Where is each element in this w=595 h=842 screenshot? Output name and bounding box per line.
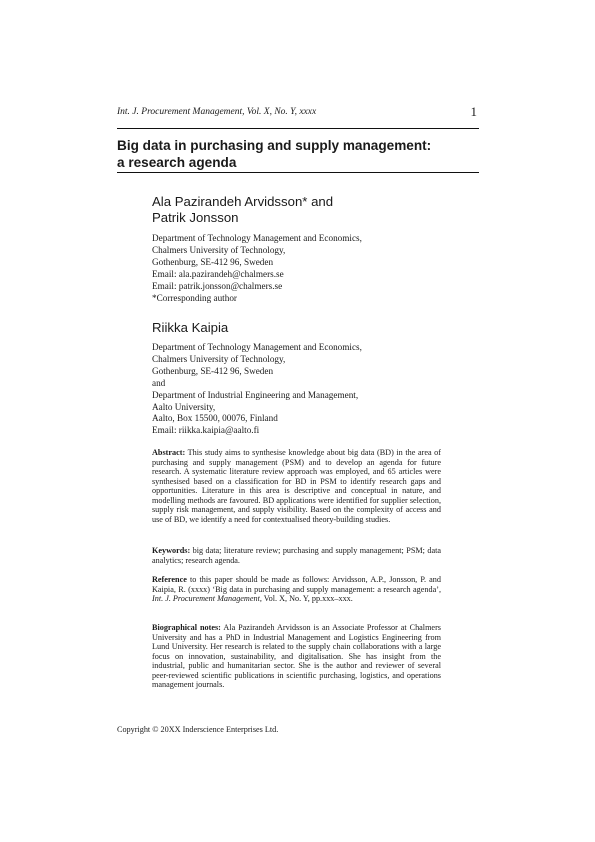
abstract-text: This study aims to synthesise knowledge about big data (BD) in the area of purchasing and supply management (PSM) and to develop an agenda for future research. A systematic literature review approach was employed, and 65 articles were synthesised based on a classification for BD in PSM to identify research gaps and opportunities. Literature in this area is descriptive and conceptual in nature, and modelling methods are favoured. BD applications were identified for supplier selection, supply risk management, and supply visibility. Based on the complexity of access and use of BD, we identify a need for contextualised theory-building studies.	[152, 448, 441, 524]
author-names-2	[152, 320, 452, 336]
email-link[interactable]: Email: patrik.jonsson@chalmers.se	[152, 280, 283, 291]
bio-label: Biographical notes:	[152, 623, 221, 632]
top-rule	[117, 128, 479, 129]
reference-journal: Int. J. Procurement Management	[152, 594, 260, 603]
reference-volume: , Vol. X, No. Y, pp.xxx–xxx.	[259, 594, 353, 603]
title-line: Big data in purchasing and supply management:	[117, 138, 432, 153]
author-name-line: Ala Pazirandeh Arvidsson* and	[152, 194, 334, 209]
abstract	[152, 448, 441, 524]
affiliation-line: Department of Industrial Engineering and Management,	[152, 389, 359, 400]
affiliation-1	[152, 233, 452, 304]
affiliation-line: Gothenburg, SE-412 96, Sweden	[152, 365, 274, 376]
reference-note	[152, 575, 441, 604]
keywords-text: big data; literature review; purchasing and supply management; PSM; data analytics; research agenda.	[152, 546, 441, 565]
journal-citation: Int. J. Procurement Management, Vol. X, No. Y, xxxx	[117, 107, 317, 117]
abstract-label: Abstract:	[152, 448, 186, 457]
bio-text: Ala Pazirandeh Arvidsson is an Associate Professor at Chalmers University and has a PhD in Industrial Management and Logistics Engineering from Lund University. Her research is related to the supply chain collaborations with a large focus on innovation, sustainability, and digitalisation. She has insight from the industrial, public and humanitarian sector. She is the author and reviewer of several peer-reviewed scientific publications in scientific purchasing, logistics, and operations management journals.	[152, 623, 441, 689]
author-name-line: Riikka Kaipia	[152, 320, 229, 335]
affiliation-line: Aalto University,	[152, 401, 216, 412]
author-name-line: Patrik Jonsson	[152, 210, 239, 225]
title-line: a research agenda	[117, 155, 237, 170]
keywords-label: Keywords:	[152, 546, 191, 555]
affiliation-line: Chalmers University of Technology,	[152, 353, 286, 364]
paper-title	[117, 137, 479, 171]
affiliation-line: Gothenburg, SE-412 96, Sweden	[152, 256, 274, 267]
reference-label: Reference	[152, 575, 187, 584]
affiliation-line: Aalto, Box 15500, 00076, Finland	[152, 413, 278, 424]
title-rule	[117, 172, 479, 173]
affiliation-line: Department of Technology Management and Economics,	[152, 342, 362, 352]
keywords	[152, 546, 441, 565]
email-link[interactable]: Email: ala.pazirandeh@chalmers.se	[152, 268, 284, 279]
affiliation-line: and	[152, 377, 166, 388]
page-number: 1	[470, 104, 477, 119]
email-link[interactable]: Email: riikka.kaipia@aalto.fi	[152, 425, 260, 436]
copyright-notice: Copyright © 20XX Inderscience Enterprises Ltd.	[117, 725, 279, 734]
running-header	[117, 104, 477, 123]
corresponding-note: *Corresponding author	[152, 292, 237, 303]
affiliation-line: Department of Technology Management and Economics,	[152, 233, 362, 243]
reference-text: to this paper should be made as follows: Arvidsson, A.P., Jonsson, P. and Kaipia, R. (xxxx) ‘Big data in purchasing and supply management: a research agenda’,	[152, 575, 441, 594]
biographical-notes	[152, 623, 441, 690]
affiliation-line: Chalmers University of Technology,	[152, 244, 286, 255]
affiliation-2	[152, 342, 452, 437]
author-names-1	[152, 194, 452, 226]
